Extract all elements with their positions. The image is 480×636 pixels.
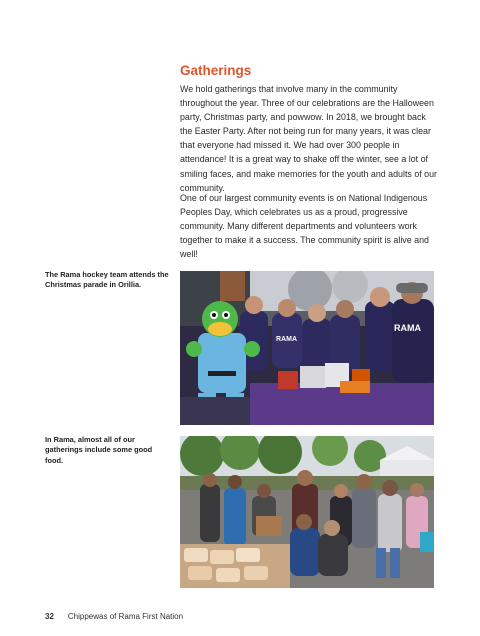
photo-caption-hockey: The Rama hockey team attends the Christmas parade in Orillia.: [45, 270, 169, 290]
body-paragraph-1: We hold gatherings that involve many in the community throughout the year. Three of our celebrations are the Halloween party, Christmas party, and powwow. In 2018, we brought back the Easter Party. After not being run for many years, it was clear that everyone had missed it. We had over 300 people in attendance! It is a great way to shake off the winter, see a lot of smiling faces, and make memories for the youth and adults of our community.: [180, 84, 438, 193]
jersey-rama-text: RAMA: [276, 336, 297, 343]
community-food-gathering-photo: [180, 436, 434, 588]
body-paragraph-2: One of our largest community events is on National Indigenous Peoples Day, which celebrates us as a proud, progressive community. Many different departments and volunteers work together to make it a success. The community spirit is alive and well!: [180, 193, 429, 260]
page-footer: [45, 612, 183, 621]
photo-caption-food: In Rama, almost all of our gatherings include some good food.: [45, 435, 153, 465]
jersey-rama-text-2: RAMA: [394, 323, 421, 333]
section-heading: Gatherings: [180, 63, 252, 78]
publication-name: Chippewas of Rama First Nation: [67, 612, 184, 621]
hockey-team-parade-photo: [180, 271, 434, 425]
page-number: 32: [45, 612, 54, 621]
